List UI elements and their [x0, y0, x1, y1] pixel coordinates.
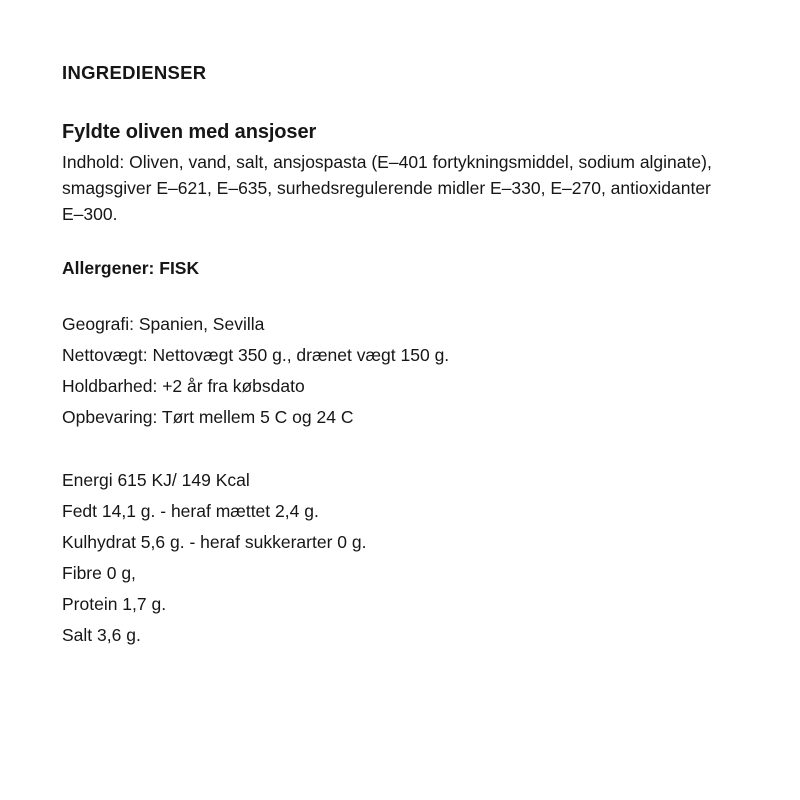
detail-geography: Geografi: Spanien, Sevilla	[62, 314, 265, 335]
nutrition-fibre: Fibre 0 g,	[62, 563, 136, 584]
allergens-text: Allergener: FISK	[62, 258, 200, 279]
page-title: INGREDIENSER	[62, 62, 207, 83]
product-details-list	[62, 309, 740, 433]
nutrition-fat: Fedt 14,1 g. - heraf mættet 2,4 g.	[62, 501, 319, 522]
product-description-block	[62, 120, 740, 227]
nutrition-protein: Protein 1,7 g.	[62, 594, 167, 615]
product-name: Fyldte oliven med ansjoser	[62, 121, 317, 144]
nutrition-salt: Salt 3,6 g.	[62, 625, 141, 646]
nutrition-list	[62, 465, 740, 651]
detail-net-weight: Nettovægt: Nettovægt 350 g., drænet vægt 150 g.	[62, 345, 450, 366]
detail-storage: Opbevaring: Tørt mellem 5 C og 24 C	[62, 407, 354, 428]
nutrition-carbohydrate: Kulhydrat 5,6 g. - heraf sukkerarter 0 g.	[62, 532, 367, 553]
nutrition-energy: Energi 615 KJ/ 149 Kcal	[62, 470, 250, 491]
ingredients-text: Indhold: Oliven, vand, salt, ansjospasta (E–401 fortykningsmiddel, sodium alginate), smagsgiver E–621, E–635, surhedsregulerende midler E–330, E–270, antioxidanter E–300.	[62, 152, 712, 225]
detail-shelf-life: Holdbarhed: +2 år fra købsdato	[62, 376, 305, 397]
